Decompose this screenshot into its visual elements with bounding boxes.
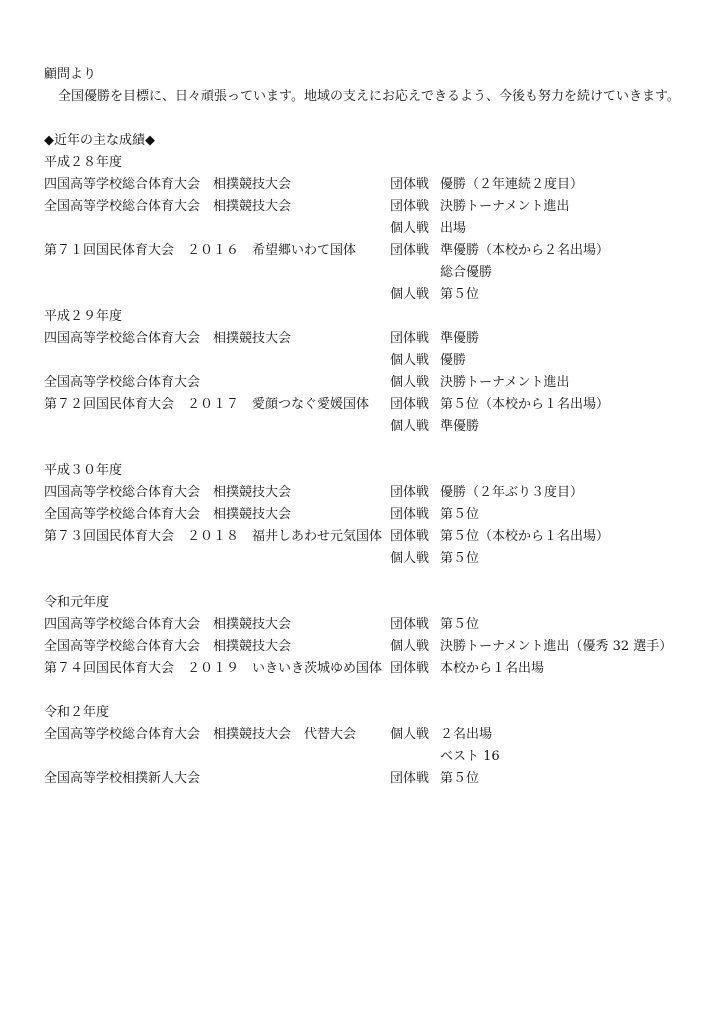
result-row <box>0 264 724 282</box>
result-text: 第５位（本校から１名出場） <box>440 397 610 412</box>
event-name: 第７４回国民体育大会 ２０１９ いきいき茨城ゆめ国体 <box>44 661 383 676</box>
result-row <box>0 550 724 568</box>
result-text: 第５位（本校から１名出場） <box>440 529 610 544</box>
match-type: 団体戦 <box>390 485 430 500</box>
match-type: 団体戦 <box>390 529 430 544</box>
match-type: 個人戦 <box>390 639 430 654</box>
result-text: 決勝トーナメント進出（優秀 32 選手） <box>440 639 673 654</box>
results-heading: ◆近年の主な成績◆ <box>44 133 155 148</box>
match-type: 団体戦 <box>390 617 430 632</box>
match-type: 団体戦 <box>390 771 430 786</box>
match-type: 個人戦 <box>390 221 430 236</box>
result-row <box>0 748 724 766</box>
year-heading: 令和２年度 <box>44 705 110 720</box>
match-type: 団体戦 <box>390 331 430 346</box>
match-type: 個人戦 <box>390 353 430 368</box>
event-name: 四国高等学校総合体育大会 相撲競技大会 <box>44 485 292 500</box>
result-row <box>0 396 724 414</box>
result-row <box>0 352 724 370</box>
event-name: 全国高等学校総合体育大会 相撲競技大会 代替大会 <box>44 727 357 742</box>
result-text: 優勝（２年ぶり３度目） <box>440 485 584 500</box>
result-text: 第５位 <box>440 551 480 566</box>
result-row <box>0 286 724 304</box>
result-text: 決勝トーナメント進出 <box>440 375 570 390</box>
event-name: 四国高等学校総合体育大会 相撲競技大会 <box>44 331 292 346</box>
result-text: 出場 <box>440 221 467 236</box>
result-text: 総合優勝 <box>440 265 493 280</box>
event-name: 第７２回国民体育大会 ２０１７ 愛顔つなぐ愛媛国体 <box>44 397 370 412</box>
result-text: 優勝（２年連続２度目） <box>440 177 584 192</box>
event-name: 全国高等学校総合体育大会 相撲競技大会 <box>44 639 292 654</box>
result-text: 準優勝 <box>440 419 480 434</box>
advisor-message: 全国優勝を目標に、日々頑張っています。地域の支えにお応えできるよう、今後も努力を続けていきます。 <box>58 89 680 104</box>
event-name: 全国高等学校総合体育大会 相撲競技大会 <box>44 199 292 214</box>
event-name: 四国高等学校総合体育大会 相撲競技大会 <box>44 617 292 632</box>
match-type: 団体戦 <box>390 243 430 258</box>
event-name: 全国高等学校総合体育大会 <box>44 375 201 390</box>
result-text: 第５位 <box>440 287 480 302</box>
result-row <box>0 242 724 260</box>
match-type: 個人戦 <box>390 727 430 742</box>
result-text: 本校から１名出場 <box>440 661 545 676</box>
result-row <box>0 198 724 216</box>
event-name: 第７３回国民体育大会 ２０１８ 福井しあわせ元気国体 <box>44 529 383 544</box>
year-heading: 平成３０年度 <box>44 463 123 478</box>
result-text: 第５位 <box>440 771 480 786</box>
result-text: 第５位 <box>440 507 480 522</box>
result-text: ２名出場 <box>440 727 493 742</box>
result-row <box>0 506 724 524</box>
result-row <box>0 770 724 788</box>
advisor-heading: 顧問より <box>44 67 97 82</box>
year-heading: 平成２８年度 <box>44 155 123 170</box>
event-name: 第７１回国民体育大会 ２０１６ 希望郷いわて国体 <box>44 243 357 258</box>
year-heading: 令和元年度 <box>44 595 110 610</box>
result-row <box>0 638 724 656</box>
result-text: ベスト 16 <box>440 749 500 764</box>
match-type: 個人戦 <box>390 551 430 566</box>
result-row <box>0 374 724 392</box>
result-row <box>0 176 724 194</box>
result-text: 準優勝 <box>440 331 480 346</box>
match-type: 個人戦 <box>390 375 430 390</box>
event-name: 四国高等学校総合体育大会 相撲競技大会 <box>44 177 292 192</box>
match-type: 団体戦 <box>390 397 430 412</box>
match-type: 団体戦 <box>390 177 430 192</box>
result-text: 第５位 <box>440 617 480 632</box>
event-name: 全国高等学校総合体育大会 相撲競技大会 <box>44 507 292 522</box>
result-row <box>0 220 724 238</box>
result-text: 決勝トーナメント進出 <box>440 199 570 214</box>
match-type: 個人戦 <box>390 419 430 434</box>
result-row <box>0 418 724 436</box>
year-heading: 平成２９年度 <box>44 309 123 324</box>
match-type: 団体戦 <box>390 507 430 522</box>
result-row <box>0 528 724 546</box>
match-type: 団体戦 <box>390 661 430 676</box>
result-row <box>0 330 724 348</box>
result-row <box>0 726 724 744</box>
result-text: 準優勝（本校から２名出場） <box>440 243 610 258</box>
match-type: 個人戦 <box>390 287 430 302</box>
event-name: 全国高等学校相撲新人大会 <box>44 771 201 786</box>
result-row <box>0 616 724 634</box>
result-row <box>0 660 724 678</box>
match-type: 団体戦 <box>390 199 430 214</box>
result-row <box>0 484 724 502</box>
result-text: 優勝 <box>440 353 467 368</box>
